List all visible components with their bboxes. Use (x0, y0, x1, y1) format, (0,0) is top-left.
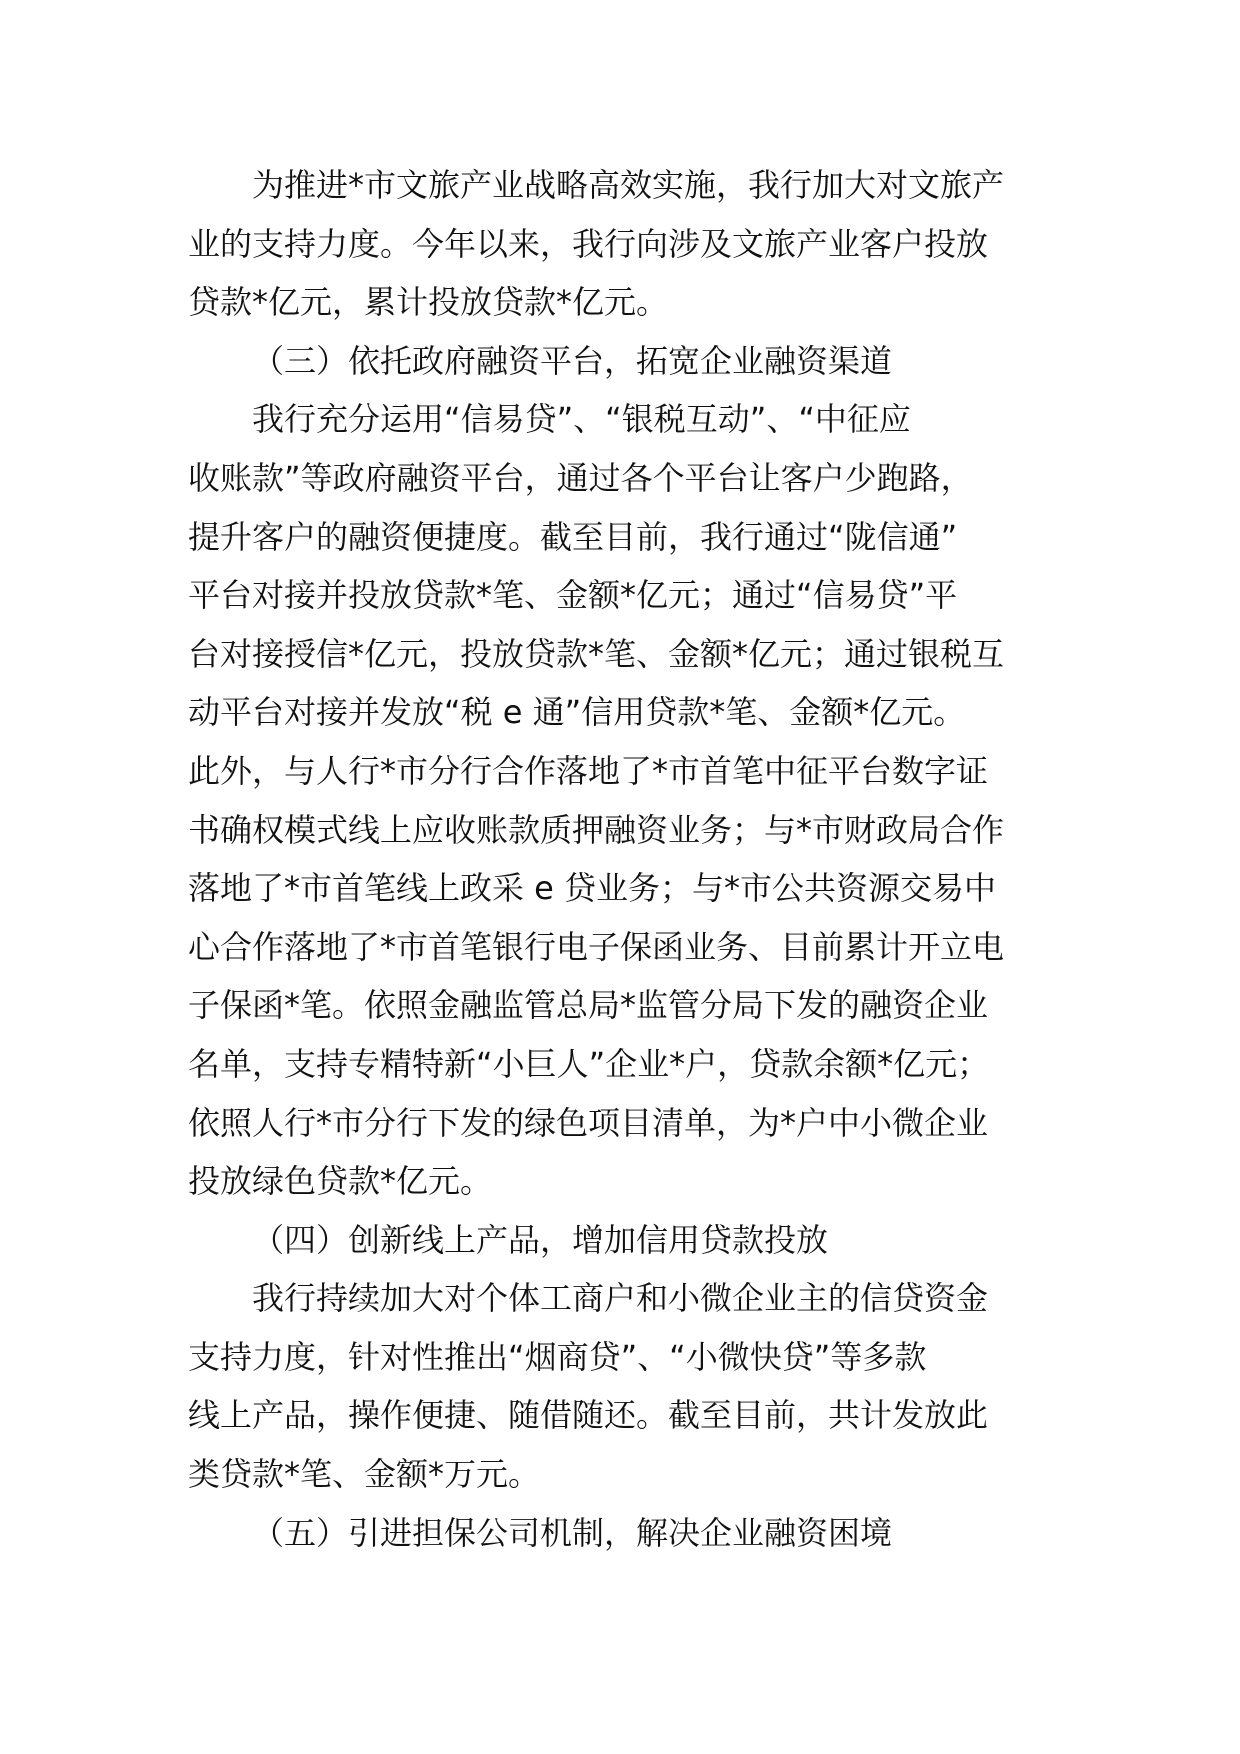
paragraph-line: 我行充分运用“信易贷”、“银税互动”、“中征应 (252, 400, 911, 439)
paragraph-line: 名单，支持专精特新“小巨人”企业*户，贷款余额*亿元； (188, 1044, 990, 1083)
paragraph-line: 此外，与人行*市分行合作落地了*市首笔中征平台数字证 (188, 751, 989, 790)
paragraph-line: 业的支持力度。今年以来，我行向涉及文旅产业客户投放 (188, 224, 989, 263)
paragraph-line: 收账款”等政府融资平台，通过各个平台让客户少跑路， (188, 458, 973, 497)
paragraph-line: 线上产品，操作便捷、随借随还。截至目前，共计发放此 (188, 1396, 989, 1435)
paragraph-line: 动平台对接并发放“税 e 通”信用贷款*笔、金额*亿元。 (188, 693, 966, 732)
paragraph-line: 依照人行*市分行下发的绿色项目清单，为*户中小微企业 (188, 1103, 989, 1142)
paragraph-line: 书确权模式线上应收账款质押融资业务；与*市财政局合作 (188, 810, 1005, 849)
paragraph-line: 类贷款*笔、金额*万元。 (188, 1455, 541, 1494)
paragraph-line: 支持力度，针对性推出“烟商贷”、“小微快贷”等多款 (188, 1337, 927, 1376)
paragraph-line: 落地了*市首笔线上政采 e 贷业务；与*市公共资源交易中 (188, 869, 997, 908)
document-body (188, 156, 1068, 1562)
paragraph-line: 台对接授信*亿元，投放贷款*笔、金额*亿元；通过银税互 (188, 634, 1005, 673)
paragraph-line: 子保函*笔。依照金融监管总局*监管分局下发的融资企业 (188, 986, 989, 1025)
section-heading: （五）引进担保公司机制，解决企业融资困境 (252, 1513, 893, 1552)
paragraph-line: 为推进*市文旅产业战略高效实施，我行加大对文旅产 (252, 166, 1005, 204)
section-heading: （三）依托政府融资平台，拓宽企业融资渠道 (252, 341, 893, 380)
paragraph-line: 平台对接并投放贷款*笔、金额*亿元；通过“信易贷”平 (188, 576, 958, 615)
paragraph-line: 投放绿色贷款*亿元。 (188, 1162, 493, 1201)
paragraph-line: 贷款*亿元，累计投放贷款*亿元。 (188, 283, 669, 322)
section-heading: （四）创新线上产品，增加信用贷款投放 (252, 1220, 829, 1259)
paragraph-line: 心合作落地了*市首笔银行电子保函业务、目前累计开立电 (188, 927, 1005, 966)
paragraph-line: 提升客户的融资便捷度。截至目前，我行通过“陇信通” (188, 517, 958, 556)
paragraph-line: 我行持续加大对个体工商户和小微企业主的信贷资金 (252, 1279, 989, 1318)
